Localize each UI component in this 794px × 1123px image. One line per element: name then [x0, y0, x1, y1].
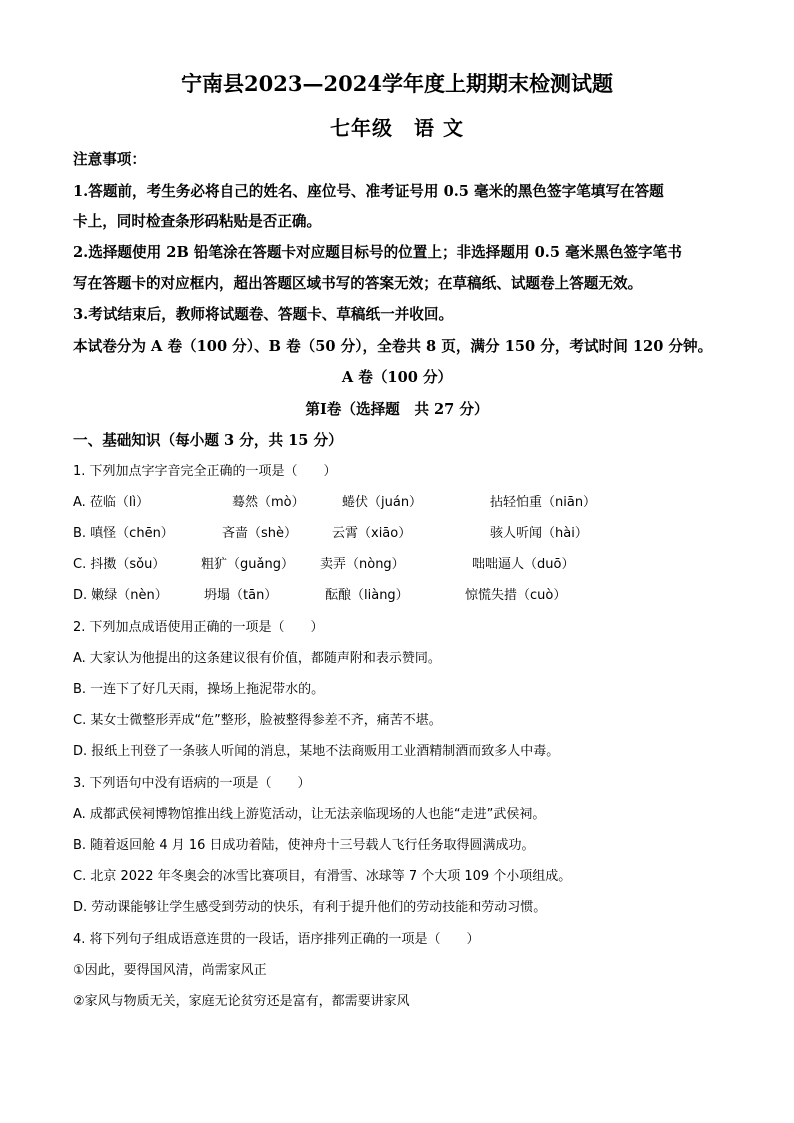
notice-item-1-line-2: 卡上，同时检查条形码粘贴是否正确。	[73, 213, 322, 230]
q1-option-d-2: 坍塌（tān）	[204, 588, 278, 603]
q3-option-d: D. 劳动课能够让学生感受到劳动的快乐，有利于提升他们的劳动技能和劳动习惯。	[73, 900, 547, 915]
notice-item-1-line-1: 1.答题前，考生务必将自己的姓名、座位号、准考证号用 0.5 毫米的黑色签字笔填写在答题	[73, 183, 664, 200]
exam-summary: 本试卷分为 A 卷（100 分）、B 卷（50 分），全卷共 8 页，满分 150 分，考试时间 120 分钟。	[73, 338, 713, 355]
q1-option-d-1: D. 嫩绿（nèn）	[73, 588, 168, 603]
q1-option-a-1: A. 莅临（lì）	[73, 495, 150, 510]
q1-option-b-4: 骇人听闻（hài）	[490, 526, 588, 541]
q3-option-b: B. 随着返回舱 4 月 16 日成功着陆，使神舟十三号载人飞行任务取得圆满成功。	[73, 838, 535, 853]
question-1-stem: 1. 下列加点字字音完全正确的一项是（ ）	[73, 464, 337, 479]
q4-sentence-2: ②家风与物质无关，家庭无论贫穷还是富有，都需要讲家风	[73, 994, 410, 1009]
q2-option-d: D. 报纸上刊登了一条骇人听闻的消息，某地不法商贩用工业酒精制酒而致多人中毒。	[73, 744, 560, 759]
notice-item-2-line-1: 2.选择题使用 2B 铅笔涂在答题卡对应题目标号的位置上；非选择题用 0.5 毫米黑色签字笔书	[73, 244, 682, 261]
q3-option-a: A. 成都武侯祠博物馆推出线上游览活动，让无法亲临现场的人也能“走进”武侯祠。	[73, 807, 546, 822]
q2-option-c: C. 某女士微整形弄成“危”整形，脸被整得参差不齐，痛苦不堪。	[73, 713, 442, 728]
question-2-stem: 2. 下列加点成语使用正确的一项是（ ）	[73, 620, 324, 635]
q1-option-c-3: 卖弄（nòng）	[320, 557, 405, 572]
notice-heading: 注意事项：	[73, 151, 146, 168]
q1-option-a-4: 拈轻怕重（niān）	[490, 495, 597, 510]
q1-option-b-1: B. 嗔怪（chēn）	[73, 526, 174, 541]
q1-option-c-2: 粗犷（guǎng）	[201, 557, 294, 572]
q1-option-d-3: 酝酿（liàng）	[325, 588, 409, 603]
q1-option-a-2: 蓦然（mò）	[232, 495, 305, 510]
group-1-heading: 一、基础知识（每小题 3 分，共 15 分）	[73, 432, 343, 449]
q1-option-a-3: 蜷伏（juán）	[342, 495, 423, 510]
q3-option-c: C. 北京 2022 年冬奥会的冰雪比赛项目，有滑雪、冰球等 7 个大项 109 个小项组成。	[73, 869, 572, 884]
q1-option-b-3: 云霄（xiāo）	[332, 526, 412, 541]
question-4-stem: 4. 将下列句子组成语意连贯的一段话，语序排列正确的一项是（ ）	[73, 932, 480, 947]
section-a-heading: A 卷（100 分）	[341, 369, 453, 386]
q1-option-d-4: 惊慌失措（cuò）	[465, 588, 567, 603]
exam-title: 宁南县2023—2024学年度上期期末检测试题	[181, 71, 613, 96]
q4-sentence-1: ①因此，要得国风清，尚需家风正	[73, 963, 267, 978]
q1-option-b-2: 吝啬（shè）	[222, 526, 298, 541]
question-3-stem: 3. 下列语句中没有语病的一项是（ ）	[73, 776, 311, 791]
q2-option-b: B. 一连下了好几天雨，操场上拖泥带水的。	[73, 682, 325, 697]
exam-subtitle: 七年级 语 文	[330, 116, 464, 140]
notice-item-3: 3.考试结束后，教师将试题卷、答题卡、草稿纸一并收回。	[73, 306, 454, 323]
part-1-heading: 第Ⅰ卷（选择题 共 27 分）	[305, 401, 489, 418]
q1-option-c-4: 咄咄逼人（duō）	[472, 557, 575, 572]
q1-option-c-1: C. 抖擞（sǒu）	[73, 557, 166, 572]
notice-item-2-line-2: 写在答题卡的对应框内，超出答题区域书写的答案无效；在草稿纸、试题卷上答题无效。	[73, 275, 643, 292]
q2-option-a: A. 大家认为他提出的这条建议很有价值，都随声附和表示赞同。	[73, 651, 441, 666]
